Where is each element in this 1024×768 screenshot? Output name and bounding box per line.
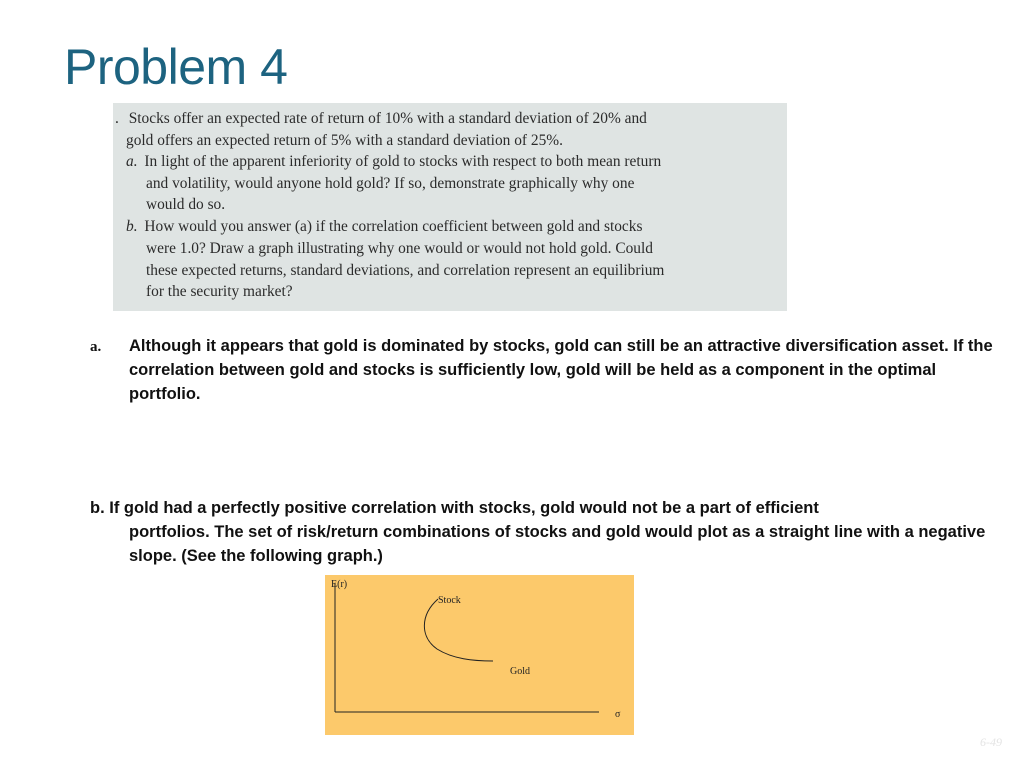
scan-line-7: were 1.0? Draw a graph illustrating why one would or would not hold gold. Could [146, 240, 653, 257]
problem-statement-image [113, 103, 787, 311]
scan-line-5: would do so. [146, 196, 226, 213]
answer-b-continuation: portfolios. The set of risk/return combinations of stocks and gold would plot as a straight line with a negative slope. (See the following graph.) [129, 523, 986, 565]
scan-line-1: . Stocks offer an expected rate of return of 10% with a standard deviation of 20% and [115, 110, 647, 127]
scan-line-9: for the security market? [146, 283, 293, 300]
scan-line-3: a. In light of the apparent inferiority of gold to stocks with respect to both mean return [126, 153, 662, 170]
scan-line-6: b. How would you answer (a) if the correlation coefficient between gold and stocks [126, 218, 643, 235]
risk-return-graph [325, 575, 634, 735]
portfolio-curve [424, 599, 493, 661]
scan-line-2: gold offers an expected return of 5% with a standard deviation of 25%. [126, 132, 563, 149]
slide-number: 6-49 [980, 735, 1002, 749]
answer-b [90, 496, 1010, 568]
scan-line-8: these expected returns, standard deviations, and correlation represent an equilibrium [146, 262, 665, 279]
x-axis-label: σ [615, 709, 621, 720]
answer-a-text: Although it appears that gold is dominated by stocks, gold can still be an attractive diversification asset. If the correlation between gold and stocks is sufficiently low, gold will be held as a component in the optimal portfolio. [129, 337, 993, 403]
y-axis-label: E(r) [331, 579, 348, 590]
answer-b-first-line: b. If gold had a perfectly positive correlation with stocks, gold would not be a part of efficient [90, 499, 819, 517]
page-title: Problem 4 [64, 39, 288, 95]
scan-line-4: and volatility, would anyone hold gold? If so, demonstrate graphically why one [146, 175, 635, 192]
answer-a-marker: a. [90, 339, 102, 355]
stock-label: Stock [438, 595, 461, 606]
gold-label: Gold [510, 666, 530, 677]
graph-canvas [325, 575, 634, 735]
